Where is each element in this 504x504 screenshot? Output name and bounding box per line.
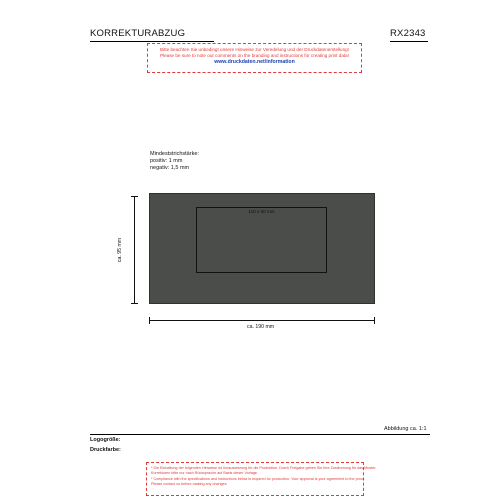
print-data-notice <box>147 43 362 73</box>
height-tick-top <box>131 196 138 197</box>
height-tick-bottom <box>131 303 138 304</box>
notice-line-en: Please be sure to note our comments on the branding and instructions for creating print data! <box>160 53 349 59</box>
min-stroke-info <box>150 151 199 172</box>
height-dimension-line <box>134 196 135 304</box>
width-dimension-line <box>149 320 375 321</box>
scale-label: Abbildung ca. 1:1 <box>384 426 427 432</box>
information-link[interactable]: www.druckdaten.net/information <box>214 59 295 66</box>
print-area <box>196 207 327 273</box>
print-color-label: Druckfarbe: <box>90 447 121 453</box>
width-tick-right <box>374 317 375 324</box>
approval-line-3: * Compliance with the specifications and instructions below is required for production. Your approval is your agreement to the proof. <box>151 476 365 481</box>
section-divider <box>90 434 430 435</box>
print-area-label: 110 x 60 mm <box>248 209 275 214</box>
min-stroke-negative: negativ: 1,5 mm <box>150 165 190 171</box>
min-stroke-positive: positiv: 1 mm <box>150 158 183 164</box>
logo-size-label: Logogröße: <box>90 437 121 443</box>
approval-line-2: Korrekturen bitte nur nach Rücksprache auf Basis dieser Vorlage. <box>151 471 258 476</box>
height-label: ca. 95 mm <box>117 237 124 263</box>
notice-line-de: Bitte beachten Sie unbedingt unsere Hinweise zur Veredelung und der Druckdatenerstellung! <box>160 47 349 52</box>
code-underline <box>390 41 428 42</box>
approval-notice <box>146 462 377 496</box>
width-label: ca. 190 mm <box>247 324 275 330</box>
document-title: KORREKTURABZUG <box>90 28 186 39</box>
title-underline <box>90 41 214 42</box>
min-stroke-heading: Mindeststrichstärke: <box>150 151 199 157</box>
approval-line-1: * Die Einhaltung der folgenden Hinweise ist Voraussetzung für die Produktion. Durch Freigabe geben Sie Ihre Zustimmung für das Muster. <box>151 466 377 470</box>
width-tick-left <box>149 317 150 324</box>
article-code: RX2343 <box>390 28 426 39</box>
approval-line-4: Please contact us before making any changes. <box>151 482 228 487</box>
